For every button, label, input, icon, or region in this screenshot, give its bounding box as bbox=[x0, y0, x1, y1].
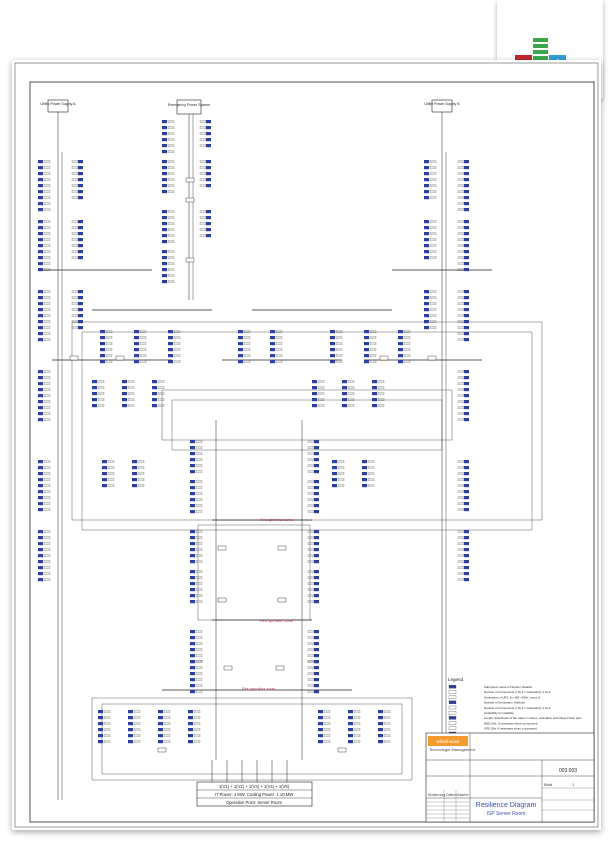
switch-symbol bbox=[158, 748, 166, 752]
component-block bbox=[72, 220, 83, 259]
component-block bbox=[308, 630, 319, 663]
component-block bbox=[312, 380, 324, 407]
legend-swatch bbox=[449, 696, 456, 699]
component-block bbox=[102, 460, 114, 487]
legend-row bbox=[449, 701, 525, 705]
component-block bbox=[372, 380, 384, 407]
component-block bbox=[458, 290, 469, 341]
component-block bbox=[38, 370, 50, 421]
switch-symbol bbox=[224, 666, 232, 670]
drawing-sheet bbox=[12, 60, 601, 830]
component-block bbox=[424, 290, 436, 329]
switch-symbol bbox=[338, 748, 346, 752]
load-formula: 1(V1) + 1(V2) + 1(V3) + 1(V4) + 1(V5) bbox=[218, 784, 290, 789]
legend-swatch bbox=[449, 685, 456, 688]
rev-header-date: Datum bbox=[446, 792, 458, 797]
switch-symbol bbox=[186, 258, 194, 262]
resilience-diagram bbox=[12, 60, 601, 830]
legend-row bbox=[449, 727, 537, 731]
component-block bbox=[190, 570, 202, 603]
legend-row bbox=[449, 695, 540, 699]
component-block bbox=[132, 460, 144, 487]
title-block bbox=[426, 733, 594, 822]
source-emergency bbox=[168, 100, 210, 114]
load-path-label: Operation Point: Server Room bbox=[225, 800, 283, 805]
legend-entry: Number of components, if N+1 = redundancy 1 N+X bbox=[484, 705, 551, 710]
sheet-label: Blatt bbox=[544, 782, 553, 787]
component-block bbox=[38, 530, 50, 581]
component-block bbox=[100, 330, 112, 363]
legend-swatch bbox=[449, 727, 456, 730]
component-block bbox=[98, 710, 110, 743]
source-utility-a-label: Utility Power Supply A bbox=[40, 102, 76, 106]
component-block bbox=[308, 660, 319, 693]
legend-swatch bbox=[449, 701, 456, 704]
switch-symbol bbox=[276, 666, 284, 670]
component-block bbox=[188, 710, 200, 743]
component-blocks bbox=[38, 120, 469, 752]
component-block bbox=[38, 160, 50, 211]
component-block bbox=[72, 290, 83, 329]
component-block bbox=[332, 460, 344, 487]
component-block bbox=[330, 330, 342, 363]
legend-swatch bbox=[449, 706, 456, 709]
component-block bbox=[308, 530, 319, 563]
switch-symbol bbox=[278, 598, 286, 602]
switch-symbol bbox=[116, 356, 124, 360]
component-block bbox=[458, 370, 469, 421]
legend-title: Legend bbox=[448, 677, 464, 682]
component-block bbox=[458, 220, 469, 271]
component-block bbox=[190, 530, 202, 563]
legend-entry: Generation of UPS, fix, 400 / 690V, minus X bbox=[484, 695, 541, 700]
switch-symbol bbox=[186, 198, 194, 202]
switch-symbol bbox=[218, 546, 226, 550]
component-block bbox=[162, 250, 174, 283]
component-block bbox=[364, 330, 376, 363]
legend-swatch bbox=[449, 716, 456, 719]
sheet-number: 1 bbox=[572, 782, 575, 787]
component-block bbox=[424, 160, 436, 199]
component-block bbox=[134, 330, 146, 363]
component-block bbox=[38, 290, 50, 341]
legend-entry: Length: Attachment of the value in meters, estimation according to floor plan bbox=[484, 716, 582, 721]
component-block bbox=[38, 220, 50, 271]
source-utility-b bbox=[424, 100, 460, 112]
source-utility-a bbox=[40, 100, 76, 112]
legend-entry: Availability for reliability bbox=[484, 711, 514, 715]
legend-entry: UPS (Dis. If necessary shunt component) bbox=[484, 726, 538, 731]
component-block bbox=[200, 210, 211, 237]
component-block bbox=[190, 660, 202, 693]
component-block bbox=[190, 480, 202, 513]
component-block bbox=[424, 220, 436, 259]
component-block bbox=[200, 160, 211, 187]
legend-swatch bbox=[449, 722, 456, 725]
component-block bbox=[190, 440, 202, 473]
component-block bbox=[362, 460, 374, 487]
component-block bbox=[348, 710, 360, 743]
source-utility-b-label: Utility Power Supply B bbox=[424, 102, 460, 106]
component-block bbox=[458, 460, 469, 511]
company-sub: Technologie Management bbox=[429, 747, 475, 752]
legend-entry: MSD (Dis. If necessary shunt component) bbox=[484, 721, 538, 726]
component-block bbox=[158, 710, 170, 743]
project-subtitle: ISP Server Room bbox=[486, 811, 526, 817]
component-block bbox=[398, 330, 410, 363]
component-block bbox=[122, 380, 134, 407]
switch-symbol bbox=[70, 356, 78, 360]
legend-row bbox=[449, 706, 551, 710]
legend-row bbox=[449, 716, 582, 720]
legend-swatch bbox=[449, 711, 456, 714]
component-block bbox=[308, 480, 319, 513]
component-block bbox=[128, 710, 140, 743]
zone-label-3: Fire sprinkler zone bbox=[242, 686, 275, 691]
legend-entry: Subsystem name or Number Variable bbox=[484, 685, 532, 689]
component-block bbox=[308, 570, 319, 603]
legend-row bbox=[449, 721, 538, 725]
load-power-line: IT Power: 1 MW, Cooling Power: 1.10 MW bbox=[214, 792, 294, 797]
legend-row bbox=[449, 690, 551, 694]
company-name: whitehouse bbox=[436, 739, 460, 744]
drawing-number: 003.003 bbox=[558, 768, 578, 774]
component-block bbox=[458, 530, 469, 581]
server-room-load-box bbox=[197, 782, 312, 806]
component-block bbox=[168, 330, 180, 363]
legend-entry: Number of Generation: Attribute bbox=[484, 700, 525, 705]
component-block bbox=[378, 710, 390, 743]
zone-label-1: Fire sprinkler zone bbox=[260, 517, 293, 522]
component-block bbox=[190, 630, 202, 663]
component-block bbox=[308, 440, 319, 473]
component-block bbox=[72, 160, 83, 199]
component-block bbox=[92, 380, 104, 407]
component-block bbox=[458, 160, 469, 211]
component-block bbox=[318, 710, 330, 743]
component-block bbox=[162, 210, 174, 243]
component-block bbox=[342, 380, 354, 407]
legend-entry: Number of components, if N+1 = redundancy 1 N+X bbox=[484, 690, 551, 695]
switch-symbol bbox=[380, 356, 388, 360]
component-block bbox=[162, 120, 174, 153]
component-block bbox=[200, 120, 211, 147]
source-emergency-label: Emergency Power System bbox=[167, 103, 211, 107]
rev-header-change: Änderung bbox=[428, 792, 446, 797]
switch-symbol bbox=[218, 598, 226, 602]
component-block bbox=[238, 330, 250, 363]
switch-symbol bbox=[428, 356, 436, 360]
legend-swatch bbox=[449, 690, 456, 693]
component-block bbox=[38, 460, 50, 511]
project-title: Resilience Diagram bbox=[475, 802, 537, 809]
legend-row bbox=[449, 685, 532, 689]
zone-label-2: Fire sprinkler zone bbox=[260, 618, 293, 623]
switch-symbol bbox=[186, 178, 194, 182]
legend-row bbox=[449, 711, 514, 715]
component-block bbox=[270, 330, 282, 363]
switch-symbol bbox=[278, 546, 286, 550]
component-block bbox=[162, 160, 174, 193]
rev-header-name: Name bbox=[458, 792, 469, 797]
connection-lines bbox=[42, 112, 542, 800]
